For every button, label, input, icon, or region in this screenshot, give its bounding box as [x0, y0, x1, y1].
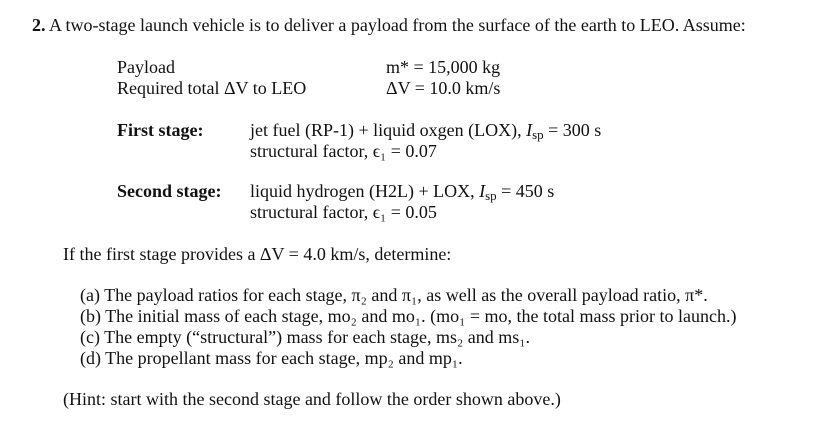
condition-text: If the first stage provides a ΔV = 4.0 km/s, determine:	[63, 244, 452, 264]
problem-statement	[32, 15, 746, 36]
second-stage-propellant	[250, 181, 554, 202]
given-payload-value: m* = 15,000 kg	[386, 57, 501, 77]
second-stage-isp-value: = 450 s	[496, 181, 555, 201]
first-stage-structural-factor: structural factor, ϵ₁ = 0.07	[250, 141, 437, 161]
given-deltav-label: Required total ΔV to LEO	[117, 78, 307, 98]
problem-text: A two-stage launch vehicle is to deliver a payload from the surface of the earth to LEO. Assume:	[49, 15, 746, 35]
second-stage-label: Second stage:	[117, 181, 222, 201]
given-deltav-value: ΔV = 10.0 km/s	[386, 78, 501, 98]
hint-text: (Hint: start with the second stage and follow the order shown above.)	[63, 389, 561, 409]
given-payload-label: Payload	[117, 57, 175, 77]
part-a: (a) The payload ratios for each stage, π₂ and π₁, as well as the overall payload ratio, π*.	[80, 285, 708, 305]
part-c: (c) The empty (“structural”) mass for each stage, ms₂ and ms₁.	[80, 327, 531, 347]
first-stage-propellant-text: jet fuel (RP-1) + liquid oxgen (LOX),	[250, 120, 527, 140]
second-stage-isp-subscript: sp	[485, 188, 497, 204]
first-stage-propellant	[250, 120, 601, 141]
second-stage-isp-symbol: I	[479, 181, 486, 201]
second-stage-propellant-text: liquid hydrogen (H2L) + LOX,	[250, 181, 480, 201]
problem-number: 2.	[32, 15, 46, 35]
part-b: (b) The initial mass of each stage, mo₂ and mo₁. (mo₁ = mo, the total mass prior to launch.)	[80, 306, 737, 326]
first-stage-isp-subscript: sp	[532, 127, 544, 143]
second-stage-structural-factor: structural factor, ϵ₁ = 0.05	[250, 202, 437, 222]
first-stage-label: First stage:	[117, 120, 204, 140]
part-d: (d) The propellant mass for each stage, mp₂ and mp₁.	[80, 348, 463, 368]
first-stage-isp-value: = 300 s	[543, 120, 602, 140]
first-stage-isp-symbol: I	[526, 120, 533, 140]
